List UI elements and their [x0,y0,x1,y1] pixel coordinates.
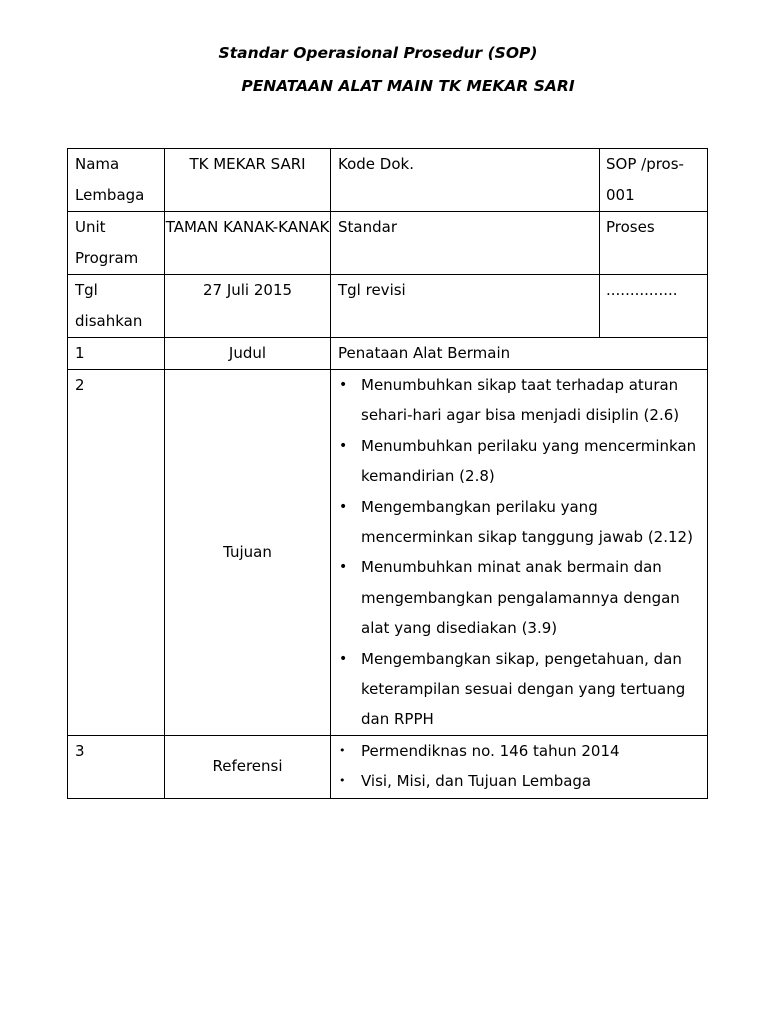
value-judul: Penataan Alat Bermain [331,338,708,370]
value-standar: Proses [600,212,708,275]
table-row [68,338,708,370]
list-item: • Permendiknas no. 146 tahun 2014 [361,736,707,766]
list-item: • Mengembangkan perilaku yang mencerminkan sikap tanggung jawab (2.12) [361,492,707,553]
document-subtitle: PENATAAN ALAT MAIN TK MEKAR SARI [241,77,575,95]
table-row [68,212,708,275]
label-nama-lembaga: Nama Lembaga [68,149,165,212]
tujuan-list-cell [331,370,708,736]
tujuan-list [331,370,707,735]
sop-table [67,148,708,799]
label-unit-program: Unit Program [68,212,165,275]
list-item: • Menumbuhkan perilaku yang mencerminkan kemandirian (2.8) [361,431,707,492]
value-tgl-disahkan: 27 Juli 2015 [165,275,331,338]
table-row [68,735,708,798]
label-tgl-revisi: Tgl revisi [331,275,600,338]
label-judul: Judul [165,338,331,370]
table-row [68,275,708,338]
label-standar: Standar [331,212,600,275]
label-kode-dok: Kode Dok. [331,149,600,212]
table-row [68,149,708,212]
value-nama-lembaga: TK MEKAR SARI [165,149,331,212]
list-item: • Visi, Misi, dan Tujuan Lembaga [361,766,707,796]
list-item: • Menumbuhkan sikap taat terhadap aturan sehari-hari agar bisa menjadi disiplin (2.6) [361,370,707,431]
table-row [68,370,708,736]
referensi-list-cell [331,735,708,798]
value-unit-program: TAMAN KANAK-KANAK [165,212,331,275]
row-number: 3 [68,735,165,798]
label-referensi: Referensi [165,735,331,798]
value-tgl-revisi: ............... [600,275,708,338]
value-kode-dok: SOP /pros-001 [600,149,708,212]
list-item: • Mengembangkan sikap, pengetahuan, dan keterampilan sesuai dengan yang tertuang dan RPPH [361,644,707,735]
label-tgl-disahkan: Tgl disahkan [68,275,165,338]
row-number: 2 [68,370,165,736]
referensi-list [331,736,707,797]
document-title: Standar Operasional Prosedur (SOP) [218,44,538,62]
label-tujuan: Tujuan [165,370,331,736]
list-item: • Menumbuhkan minat anak bermain dan mengembangkan pengalamannya dengan alat yang disediakan (3.9) [361,552,707,643]
row-number: 1 [68,338,165,370]
